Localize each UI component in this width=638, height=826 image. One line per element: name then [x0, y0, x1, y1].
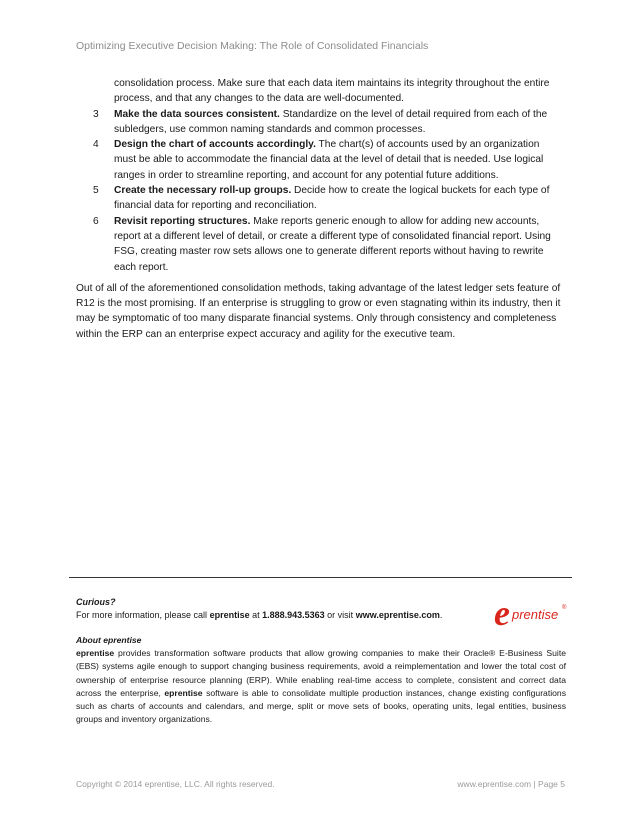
list-item	[76, 214, 564, 275]
steps-list	[76, 107, 564, 275]
step-text: Make reports generic enough to allow for adding new accounts, report at a different level of detail, or create a different type of consolidated financial report. Using FSG, creating master row sets allows one to generate different reports without having to rewrite each report.	[114, 215, 551, 273]
curious-heading: Curious?	[76, 597, 116, 607]
step-text: The chart(s) of accounts used by an organization must be able to accommodate the financial data at the level of detail that is needed. Use logical ranges in order to streamline reporting, and account for any potential future additions.	[114, 139, 544, 181]
step-number: 4	[93, 139, 99, 151]
registered-mark: ®	[562, 605, 567, 611]
company-name: eprentise	[76, 648, 115, 659]
continuation-text: consolidation process. Make sure that each data item maintains its integrity throughout the entire process, and that any changes to the data are well-documented.	[114, 78, 550, 105]
footer-copyright: Copyright © 2014 eprentise, LLC. All rights reserved.	[76, 779, 275, 789]
logo-wordmark: prentise	[512, 607, 559, 622]
curious-block	[76, 596, 496, 622]
phone-number[interactable]: 1.888.943.5363	[262, 610, 325, 620]
website-link[interactable]: www.eprentise.com	[355, 610, 440, 620]
list-item	[76, 107, 564, 138]
eprentise-logo	[492, 592, 572, 632]
running-header: Optimizing Executive Decision Making: The Role of Consolidated Financials	[76, 40, 429, 52]
conclusion-paragraph: Out of all of the aforementioned consolidation methods, taking advantage of the latest ledger sets feature of R12 is the most promising. If an enterprise is struggling to grow or even stagnating within its industry, then it may be symptomatic of too many disparate financial systems. Only through consistency and completeness within the ERP can an enterprise expect accuracy and agility for the executive team.	[76, 282, 561, 340]
list-item	[76, 183, 564, 214]
about-text: eprentise provides transformation software products that allow growing companies to make their Oracle® E-Business Suite (EBS) systems agile enough to support changing business requirements, avoid a reimplementation and lower the total cost of ownership of enterprise resource planning (ERP). While enabling real-time access to complete, consistent and correct data across the enterprise, eprentise software is able to consolidate multiple production instances, change existing configurations such as charts of accounts and calendars, and merge, split or move sets of books, operating units, legal entities, business groups and inventory organizations.	[76, 648, 566, 725]
list-item	[76, 137, 564, 183]
section-divider	[69, 577, 572, 578]
about-block	[76, 634, 566, 726]
step-number: 5	[93, 185, 99, 197]
about-heading: About eprentise	[76, 635, 142, 645]
step-number: 6	[93, 215, 99, 227]
curious-text: For more information, please call eprentise at 1.888.943.5363 or visit www.eprentise.com.	[76, 610, 443, 620]
main-body	[76, 76, 564, 342]
step-title: Revisit reporting structures.	[114, 215, 251, 227]
step-title: Create the necessary roll-up groups.	[114, 185, 292, 197]
step-text: Decide how to create the logical buckets for each type of financial data for reporting and reconciliation.	[114, 185, 550, 212]
logo-letter: e	[494, 593, 510, 632]
step-number: 3	[93, 108, 99, 120]
company-name: eprentise	[164, 687, 203, 698]
company-name: eprentise	[209, 610, 250, 620]
step-title: Make the data sources consistent.	[114, 108, 280, 120]
step-text: Standardize on the level of detail required from each of the subledgers, use common naming standards and common processes.	[114, 108, 548, 135]
step-title: Design the chart of accounts accordingly.	[114, 139, 316, 151]
footer-page-info: www.eprentise.com | Page 5	[457, 779, 565, 789]
